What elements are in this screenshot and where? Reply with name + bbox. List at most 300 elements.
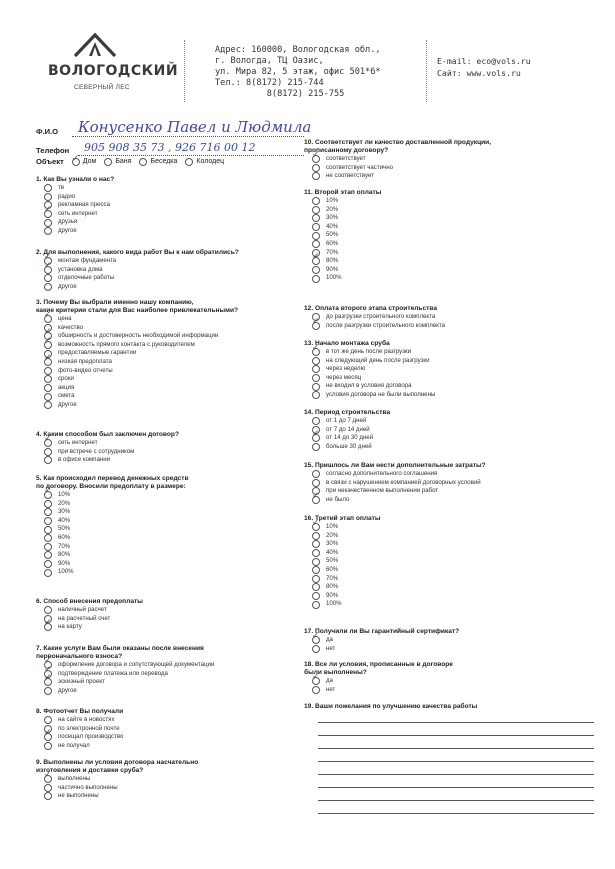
answer-label: 90% bbox=[326, 265, 339, 273]
answer-option[interactable] bbox=[304, 575, 589, 584]
answer-option[interactable] bbox=[36, 534, 321, 543]
answer-option[interactable] bbox=[36, 257, 321, 266]
checked-radio[interactable] bbox=[312, 677, 320, 685]
checked-radio[interactable] bbox=[44, 358, 52, 366]
answer-label: 80% bbox=[326, 583, 339, 591]
answer-option[interactable] bbox=[36, 210, 321, 219]
question-title: 15. Пришлось ли Вам нести дополнительные затраты? bbox=[304, 462, 486, 469]
answer-label: 30% bbox=[326, 540, 339, 548]
radio-button[interactable] bbox=[44, 500, 52, 508]
answer-option[interactable] bbox=[36, 661, 321, 670]
question-block bbox=[304, 462, 589, 504]
wish-line[interactable] bbox=[318, 774, 594, 775]
answer-option[interactable] bbox=[304, 274, 589, 283]
answer-option[interactable] bbox=[36, 491, 321, 500]
radio-button[interactable] bbox=[44, 193, 52, 201]
radio-button[interactable] bbox=[44, 393, 52, 401]
answer-option[interactable] bbox=[304, 214, 589, 223]
answer-label: тв bbox=[58, 184, 65, 191]
answer-option[interactable] bbox=[304, 348, 589, 357]
radio-button[interactable] bbox=[312, 470, 320, 478]
question-block bbox=[36, 598, 321, 632]
radio-button[interactable] bbox=[312, 566, 320, 574]
radio-button[interactable] bbox=[44, 569, 52, 577]
answer-option[interactable] bbox=[36, 670, 321, 679]
object-option-label: Дом bbox=[82, 158, 97, 165]
radio-button[interactable] bbox=[44, 792, 52, 800]
checked-radio[interactable] bbox=[312, 348, 320, 356]
answer-label: 20% bbox=[326, 205, 339, 213]
answer-option[interactable] bbox=[36, 742, 321, 751]
radio-button[interactable] bbox=[44, 687, 52, 695]
answer-label: 60% bbox=[326, 239, 339, 247]
answer-label: да bbox=[326, 677, 333, 684]
radio-button[interactable] bbox=[44, 517, 52, 525]
radio-button[interactable] bbox=[312, 374, 320, 382]
question-block bbox=[36, 299, 321, 410]
radio-button[interactable] bbox=[44, 401, 52, 409]
radio-button[interactable] bbox=[312, 197, 320, 205]
wish-line[interactable] bbox=[318, 761, 594, 762]
answer-label: другое bbox=[58, 282, 77, 290]
checked-radio[interactable] bbox=[312, 434, 320, 442]
answer-option[interactable] bbox=[304, 257, 589, 266]
radio-button[interactable] bbox=[44, 384, 52, 392]
checked-radio[interactable] bbox=[44, 678, 52, 686]
answer-label: посещал производство bbox=[58, 733, 124, 741]
radio-button[interactable] bbox=[312, 686, 320, 694]
answer-option[interactable] bbox=[36, 184, 321, 193]
answer-option[interactable] bbox=[36, 274, 321, 283]
answer-label: выполнены bbox=[58, 775, 91, 782]
answer-label: установка дома bbox=[58, 265, 103, 273]
answer-option[interactable] bbox=[304, 266, 589, 275]
checked-radio[interactable] bbox=[44, 491, 52, 499]
answer-option[interactable] bbox=[304, 223, 589, 232]
answer-label: 10% bbox=[58, 491, 71, 498]
radio-button[interactable] bbox=[312, 232, 320, 240]
radio-button[interactable] bbox=[44, 456, 52, 464]
question-title: 17. Получили ли Вы гарантийный сертификат? bbox=[304, 628, 460, 635]
object-radio[interactable] bbox=[72, 158, 80, 166]
question-block bbox=[304, 340, 589, 400]
radio-button[interactable] bbox=[44, 375, 52, 383]
answer-label: не было bbox=[326, 495, 350, 503]
question-block bbox=[304, 515, 589, 609]
answer-label: оформление договора и сопутствующей документации bbox=[58, 661, 215, 668]
answer-option[interactable] bbox=[304, 470, 589, 479]
answer-option[interactable] bbox=[36, 227, 321, 236]
answer-option[interactable] bbox=[36, 678, 321, 687]
answer-option[interactable] bbox=[36, 315, 321, 324]
answer-option[interactable] bbox=[304, 155, 589, 164]
fio-label: Ф.И.О bbox=[36, 127, 59, 136]
radio-button[interactable] bbox=[44, 784, 52, 792]
answer-label: через месяц bbox=[326, 373, 362, 381]
answer-option[interactable] bbox=[304, 677, 589, 686]
object-option-label: Беседка bbox=[150, 158, 178, 165]
answer-option[interactable] bbox=[36, 784, 321, 793]
answer-option[interactable] bbox=[36, 341, 321, 350]
answer-option[interactable] bbox=[36, 201, 321, 210]
answer-label: от 7 до 14 дней bbox=[326, 425, 370, 433]
answer-label: в связи с нарушением компанией договорных условий bbox=[326, 478, 481, 486]
radio-button[interactable] bbox=[44, 508, 52, 516]
answer-option[interactable] bbox=[36, 551, 321, 560]
radio-button[interactable] bbox=[44, 227, 52, 235]
answer-option[interactable] bbox=[304, 686, 589, 695]
answer-option[interactable] bbox=[304, 240, 589, 249]
radio-button[interactable] bbox=[312, 391, 320, 399]
question-block bbox=[304, 628, 589, 653]
answer-option[interactable] bbox=[304, 197, 589, 206]
answer-option[interactable] bbox=[304, 540, 589, 549]
question-block bbox=[36, 249, 321, 291]
company-address: Адрес: 160000, Вологодская обл., г. Вологда, ТЦ Оазис, ул. Мира 82, 5 этаж, офис 501*6* Тел.: 8(8172) 215-744 8(8172) 215-755 bbox=[215, 45, 381, 99]
answer-label: на расчетный счет bbox=[58, 614, 111, 622]
answer-label: частично выполнены bbox=[58, 783, 118, 791]
answer-label: не выполнены bbox=[58, 792, 99, 800]
question-block bbox=[36, 475, 321, 577]
wish-line[interactable] bbox=[318, 748, 594, 749]
radio-button[interactable] bbox=[312, 383, 320, 391]
logo-subtitle: СЕВЕРНЫЙ ЛЕС bbox=[74, 84, 130, 91]
answer-option[interactable] bbox=[304, 496, 589, 505]
answer-option[interactable] bbox=[304, 434, 589, 443]
radio-button[interactable] bbox=[44, 534, 52, 542]
object-label: Объект bbox=[36, 157, 64, 166]
answer-option[interactable] bbox=[304, 532, 589, 541]
answer-option[interactable] bbox=[304, 583, 589, 592]
answer-option[interactable] bbox=[36, 193, 321, 202]
question-title: 18. Все ли условия, прописанные в договоре были выполнены? bbox=[304, 661, 453, 676]
radio-button[interactable] bbox=[312, 266, 320, 274]
answer-option[interactable] bbox=[304, 322, 589, 331]
answer-option[interactable] bbox=[36, 623, 321, 632]
radio-button[interactable] bbox=[312, 549, 320, 557]
answer-label: 30% bbox=[58, 508, 71, 516]
question-title: 3. Почему Вы выбрали именно нашу компанию, какие критерии стали для Вас наиболее привлекательными? bbox=[36, 299, 239, 314]
radio-button[interactable] bbox=[44, 367, 52, 375]
radio-button[interactable] bbox=[44, 274, 52, 282]
answer-label: 70% bbox=[58, 542, 71, 550]
radio-button[interactable] bbox=[44, 184, 52, 192]
answer-option[interactable] bbox=[36, 792, 321, 801]
radio-button[interactable] bbox=[312, 558, 320, 566]
answer-label: другое bbox=[58, 400, 77, 408]
answer-option[interactable] bbox=[36, 218, 321, 227]
answer-option[interactable] bbox=[304, 592, 589, 601]
answer-label: возможность прямого контакта с руководителем bbox=[58, 340, 195, 348]
answer-label: наличный расчет bbox=[58, 606, 107, 613]
answer-option[interactable] bbox=[304, 391, 589, 400]
answer-option[interactable] bbox=[36, 456, 321, 465]
answer-option[interactable] bbox=[36, 332, 321, 341]
answer-option[interactable] bbox=[304, 417, 589, 426]
answer-label: при некачественном выполнении работ bbox=[326, 487, 439, 495]
answer-option[interactable] bbox=[36, 384, 321, 393]
radio-button[interactable] bbox=[44, 742, 52, 750]
radio-button[interactable] bbox=[44, 606, 52, 614]
answer-label: радио bbox=[58, 192, 76, 200]
answer-label: обширность и достоверность необходимой информации bbox=[58, 332, 219, 340]
answer-option[interactable] bbox=[304, 313, 589, 322]
answer-label: 20% bbox=[58, 499, 71, 507]
answer-option[interactable] bbox=[304, 566, 589, 575]
radio-button[interactable] bbox=[44, 543, 52, 551]
answer-label: согласно дополнительного соглашения bbox=[326, 470, 438, 477]
answer-option[interactable] bbox=[36, 358, 321, 367]
answer-option[interactable] bbox=[304, 549, 589, 558]
answer-option[interactable] bbox=[304, 636, 589, 645]
question-block bbox=[36, 176, 321, 236]
wish-line[interactable] bbox=[318, 813, 594, 814]
checked-radio[interactable] bbox=[44, 210, 52, 218]
question-title: 9. Выполнены ли условия договора насчательно изготовления и доставки сруба? bbox=[36, 759, 199, 774]
object-option-label: Баня bbox=[115, 158, 132, 165]
answer-option[interactable] bbox=[36, 725, 321, 734]
answer-label: 70% bbox=[326, 248, 339, 256]
question-block bbox=[36, 759, 321, 801]
answer-option[interactable] bbox=[304, 231, 589, 240]
answer-label: сроки bbox=[58, 375, 74, 383]
radio-button[interactable] bbox=[312, 601, 320, 609]
answer-label: отделочные работы bbox=[58, 274, 115, 282]
answer-option[interactable] bbox=[36, 439, 321, 448]
radio-button[interactable] bbox=[312, 532, 320, 540]
answer-label: 40% bbox=[326, 222, 339, 230]
radio-button[interactable] bbox=[44, 716, 52, 724]
answer-label: качество bbox=[58, 323, 84, 331]
question-block bbox=[304, 305, 589, 330]
checked-radio[interactable] bbox=[44, 733, 52, 741]
question-title: 7. Какие услуги Вам были оказаны после внесения первоначального взноса? bbox=[36, 645, 204, 660]
question-title: 14. Период строительства bbox=[304, 409, 391, 416]
checked-radio[interactable] bbox=[44, 439, 52, 447]
answer-label: 60% bbox=[326, 565, 339, 573]
question-block bbox=[36, 431, 321, 465]
answer-option[interactable] bbox=[36, 367, 321, 376]
logo-house-icon bbox=[72, 30, 118, 60]
answer-option[interactable] bbox=[304, 382, 589, 391]
answer-label: сеть интернет bbox=[58, 439, 98, 446]
checked-radio[interactable] bbox=[312, 257, 320, 265]
radio-button[interactable] bbox=[312, 172, 320, 180]
answer-label: условия договора не были выполнены bbox=[326, 390, 436, 398]
answer-option[interactable] bbox=[36, 283, 321, 292]
answer-label: низкая предоплата bbox=[58, 357, 112, 365]
answer-option[interactable] bbox=[36, 392, 321, 401]
radio-button[interactable] bbox=[312, 443, 320, 451]
question-block bbox=[304, 661, 589, 694]
radio-button[interactable] bbox=[44, 526, 52, 534]
answer-label: не получал bbox=[58, 741, 90, 749]
answer-option[interactable] bbox=[36, 606, 321, 615]
checked-radio[interactable] bbox=[44, 266, 52, 274]
radio-button[interactable] bbox=[44, 448, 52, 456]
answer-option[interactable] bbox=[36, 615, 321, 624]
radio-button[interactable] bbox=[312, 417, 320, 425]
checked-radio[interactable] bbox=[44, 623, 52, 631]
answer-option[interactable] bbox=[36, 349, 321, 358]
answer-option[interactable] bbox=[304, 206, 589, 215]
answer-label: другое bbox=[58, 226, 77, 234]
radio-button[interactable] bbox=[312, 275, 320, 283]
answer-option[interactable] bbox=[36, 375, 321, 384]
wish-line[interactable] bbox=[318, 722, 594, 723]
question-title: 10. Соответствует ли качество доставленной продукции, прописанному договору? bbox=[304, 139, 492, 154]
radio-button[interactable] bbox=[312, 479, 320, 487]
answer-label: от 1 до 7 дней bbox=[326, 417, 367, 424]
answer-option[interactable] bbox=[36, 324, 321, 333]
checked-radio[interactable] bbox=[312, 496, 320, 504]
answer-option[interactable] bbox=[304, 164, 589, 173]
answer-label: 90% bbox=[58, 559, 71, 567]
answer-label: не соответствует bbox=[326, 172, 374, 180]
question-title: 2. Для выполнения, какого вида работ Вы к нам обратились? bbox=[36, 249, 239, 256]
answer-option[interactable] bbox=[304, 249, 589, 258]
answer-option[interactable] bbox=[36, 775, 321, 784]
answer-label: на следующий день после разгрузки bbox=[326, 356, 430, 364]
answer-label: акция bbox=[58, 383, 75, 391]
answer-label: смета bbox=[58, 392, 75, 400]
answer-label: соответствует частично bbox=[326, 163, 393, 171]
radio-button[interactable] bbox=[312, 357, 320, 365]
wish-line[interactable] bbox=[318, 800, 594, 801]
question-block bbox=[304, 703, 589, 711]
radio-button[interactable] bbox=[44, 283, 52, 291]
radio-button[interactable] bbox=[312, 240, 320, 248]
answer-option[interactable] bbox=[304, 487, 589, 496]
answer-label: 30% bbox=[326, 214, 339, 222]
radio-button[interactable] bbox=[312, 164, 320, 172]
answer-label: да bbox=[326, 636, 333, 643]
checked-radio[interactable] bbox=[312, 155, 320, 163]
answer-option[interactable] bbox=[36, 266, 321, 275]
answer-label: после разгрузки строительного комплекта bbox=[326, 321, 446, 329]
answer-label: от 14 до 30 дней bbox=[326, 434, 374, 442]
radio-button[interactable] bbox=[312, 214, 320, 222]
answer-option[interactable] bbox=[304, 357, 589, 366]
answer-label: 80% bbox=[58, 551, 71, 559]
answer-option[interactable] bbox=[36, 517, 321, 526]
question-block bbox=[304, 409, 589, 451]
question-title: 19. Ваши пожелания по улучшению качества работы bbox=[304, 703, 478, 710]
answer-label: не входил в условия договора bbox=[326, 382, 412, 390]
answer-label: в тот же день после разгрузки bbox=[326, 348, 412, 355]
answer-label: 100% bbox=[326, 600, 342, 608]
answer-option[interactable] bbox=[304, 600, 589, 609]
answer-option[interactable] bbox=[36, 687, 321, 696]
answer-label: монтаж фундамента bbox=[58, 257, 117, 264]
answer-option[interactable] bbox=[36, 543, 321, 552]
radio-button[interactable] bbox=[312, 223, 320, 231]
answer-option[interactable] bbox=[304, 645, 589, 654]
wish-line[interactable] bbox=[318, 787, 594, 788]
question-title: 16. Третий этап оплаты bbox=[304, 515, 381, 522]
answer-option[interactable] bbox=[304, 479, 589, 488]
answer-label: на карту bbox=[58, 623, 82, 631]
answer-option[interactable] bbox=[36, 401, 321, 410]
checked-radio[interactable] bbox=[312, 636, 320, 644]
answer-label: 10% bbox=[326, 197, 339, 204]
radio-button[interactable] bbox=[312, 583, 320, 591]
radio-button[interactable] bbox=[312, 365, 320, 373]
answer-label: 70% bbox=[326, 574, 339, 582]
answer-option[interactable] bbox=[304, 443, 589, 452]
answer-label: цена bbox=[58, 315, 72, 322]
answer-option[interactable] bbox=[36, 716, 321, 725]
answer-label: при встрече с сотрудником bbox=[58, 447, 135, 455]
object-radio[interactable] bbox=[185, 158, 193, 166]
phone-underline bbox=[78, 155, 304, 156]
radio-button[interactable] bbox=[312, 645, 320, 653]
radio-button[interactable] bbox=[44, 560, 52, 568]
answer-option[interactable] bbox=[304, 557, 589, 566]
answer-label: 80% bbox=[326, 257, 339, 265]
radio-button[interactable] bbox=[44, 219, 52, 227]
object-option-label: Колодец bbox=[196, 158, 225, 165]
answer-option[interactable] bbox=[304, 365, 589, 374]
answer-label: в офисе компании bbox=[58, 456, 111, 464]
object-radio[interactable] bbox=[104, 158, 112, 166]
radio-button[interactable] bbox=[312, 206, 320, 214]
checked-radio[interactable] bbox=[44, 341, 52, 349]
radio-button[interactable] bbox=[312, 592, 320, 600]
question-block bbox=[36, 645, 321, 695]
fio-value: Конусенко Павел и Людмила bbox=[78, 118, 312, 136]
answer-option[interactable] bbox=[36, 508, 321, 517]
question-title: 1. Как Вы узнали о нас? bbox=[36, 176, 115, 183]
checked-radio[interactable] bbox=[312, 523, 320, 531]
answer-label: 20% bbox=[326, 531, 339, 539]
question-title: 13. Начало монтажа сруба bbox=[304, 340, 390, 347]
answer-label: соответствует bbox=[326, 155, 366, 162]
checked-radio[interactable] bbox=[44, 775, 52, 783]
answer-label: 10% bbox=[326, 523, 339, 530]
wish-line[interactable] bbox=[318, 735, 594, 736]
answer-option[interactable] bbox=[304, 172, 589, 181]
answer-option[interactable] bbox=[304, 523, 589, 532]
phone-label: Телефон bbox=[36, 146, 70, 155]
answer-option[interactable] bbox=[36, 560, 321, 569]
answer-option[interactable] bbox=[36, 568, 321, 577]
answer-option[interactable] bbox=[36, 525, 321, 534]
answer-label: рекламная пресса bbox=[58, 201, 110, 209]
answer-option[interactable] bbox=[36, 448, 321, 457]
answer-option[interactable] bbox=[304, 374, 589, 383]
answer-label: фото-видео отчеты bbox=[58, 366, 113, 374]
object-radio[interactable] bbox=[139, 158, 147, 166]
question-title: 5. Как происходил перевод денежных средств по договору. Вносили предоплату в размере: bbox=[36, 475, 189, 490]
answer-label: подтверждение платежа или перевода bbox=[58, 669, 168, 677]
answer-label: 60% bbox=[58, 533, 71, 541]
answer-option[interactable] bbox=[304, 426, 589, 435]
answer-label: 100% bbox=[326, 274, 342, 282]
object-row bbox=[36, 157, 224, 166]
checked-radio[interactable] bbox=[312, 322, 320, 330]
answer-label: 40% bbox=[58, 516, 71, 524]
answer-label: 40% bbox=[326, 548, 339, 556]
checked-radio[interactable] bbox=[44, 315, 52, 323]
answer-label: 50% bbox=[326, 557, 339, 565]
answer-option[interactable] bbox=[36, 500, 321, 509]
radio-button[interactable] bbox=[312, 540, 320, 548]
radio-button[interactable] bbox=[44, 551, 52, 559]
radio-button[interactable] bbox=[312, 575, 320, 583]
question-title: 4. Каким способом был заключен договор? bbox=[36, 431, 179, 438]
answer-option[interactable] bbox=[36, 733, 321, 742]
